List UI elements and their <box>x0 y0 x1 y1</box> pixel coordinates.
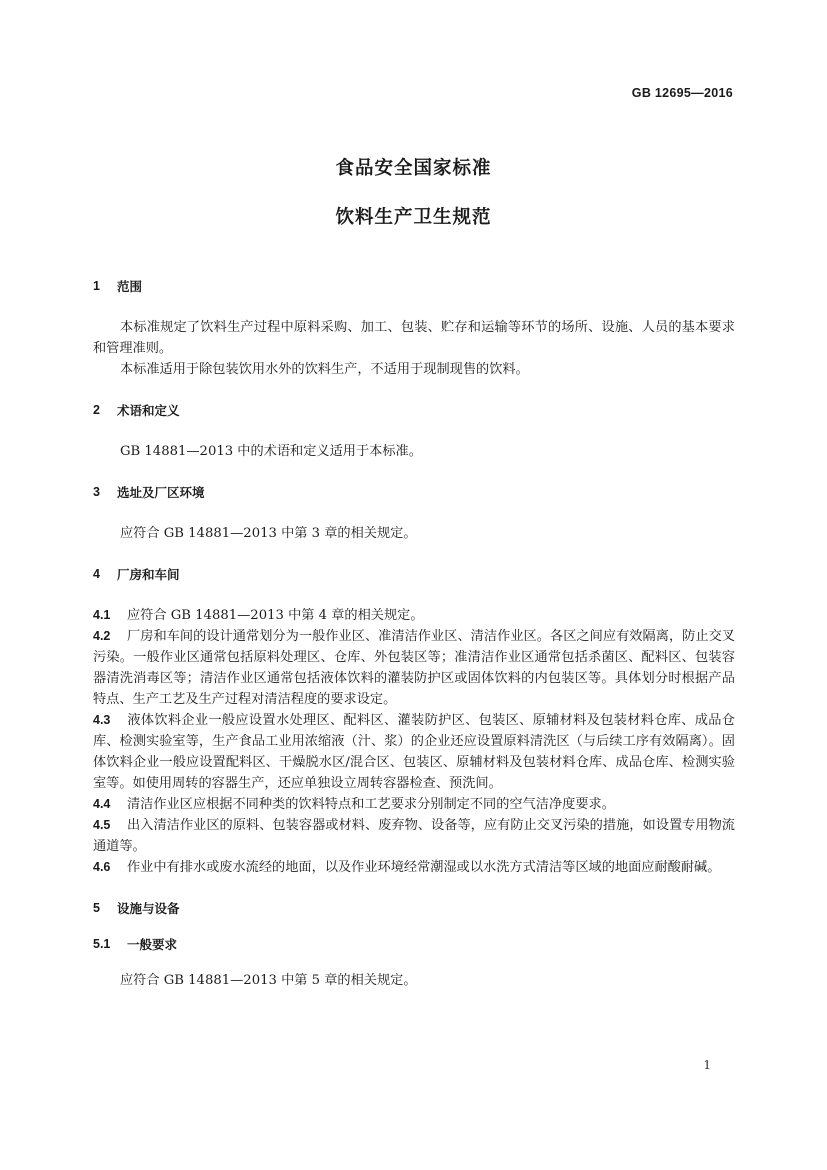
clause-text: 液体饮料企业一般应设置水处理区、配料区、灌装防护区、包装区、原辅材料及包装材料仓库、成品仓库、检测实验室等，生产食品工业用浓缩液（汁、浆）的企业还应设置原料清洗区（与后续工序有效隔离）。固体饮料企业一般应设置配料区、干燥脱水区/混合区、包装区、原辅材料及包装材料仓库、成品仓库、检测实验室等。如使用周转的容器生产，还应单独设立周转容器检查、预洗间。 <box>93 713 735 791</box>
section-heading-2 <box>93 400 735 421</box>
section-title: 选址及厂区环境 <box>117 485 205 500</box>
paragraph: 应符合 GB 14881—2013 中第 5 章的相关规定。 <box>120 973 417 988</box>
clause-4-2 <box>93 626 735 710</box>
clause-number: 4.2 <box>93 629 111 643</box>
clause-text: 厂房和车间的设计通常划分为一般作业区、准清洁作业区、清洁作业区。各区之间应有效隔离，防止交叉污染。一般作业区通常包括原料处理区、仓库、外包装区等；准清洁作业区通常包括杀菌区、配料区、包装容器清洗消毒区等；清洁作业区通常包括液体饮料的灌装防护区或固体饮料的内包装区等。具体划分时根据产品特点、生产工艺及生产过程对清洁程度的要求设定。 <box>93 629 735 707</box>
page-number: 1 <box>703 1058 711 1072</box>
clause-text: 出入清洁作业区的原料、包装容器或材料、废弃物、设备等，应有防止交叉污染的措施，如设置专用物流通道等。 <box>93 818 735 854</box>
clause-number: 4.4 <box>93 797 111 811</box>
paragraph: 本标准规定了饮料生产过程中原料采购、加工、包装、贮存和运输等环节的场所、设施、人员的基本要求和管理准则。 <box>93 320 735 356</box>
clause-text: 应符合 GB 14881—2013 中第 4 章的相关规定。 <box>127 608 424 623</box>
clause-number: 4.5 <box>93 818 111 832</box>
clause-4-4 <box>93 794 735 815</box>
section-number: 4 <box>93 567 100 581</box>
paragraph: 应符合 GB 14881—2013 中第 3 章的相关规定。 <box>120 526 417 541</box>
clause-4-6 <box>93 857 735 878</box>
section-heading-3 <box>93 482 735 503</box>
document-title: 食品安全国家标准 <box>335 158 492 179</box>
clause-4-3 <box>93 710 735 794</box>
subsection-heading-5-1 <box>93 934 735 955</box>
clause-4-1 <box>93 605 735 626</box>
clause-text: 作业中有排水或废水流经的地面，以及作业环境经常潮湿或以水洗方式清洁等区域的地面应耐酸耐碱。 <box>127 860 721 875</box>
standard-number: GB 12695—2016 <box>631 86 733 100</box>
clause-number: 4.6 <box>93 860 111 874</box>
document-body <box>93 276 735 991</box>
paragraph: GB 14881—2013 中的术语和定义适用于本标准。 <box>120 444 422 459</box>
subsection-number: 5.1 <box>93 937 111 951</box>
section-title: 厂房和车间 <box>117 567 180 582</box>
section-number: 3 <box>93 485 100 499</box>
section-number: 2 <box>93 403 100 417</box>
document-subtitle: 饮料生产卫生规范 <box>335 207 492 228</box>
section-heading-5 <box>93 898 735 919</box>
paragraph: 本标准适用于除包装饮用水外的饮料生产，不适用于现制现售的饮料。 <box>120 362 529 377</box>
clause-number: 4.3 <box>93 713 111 727</box>
section-title: 术语和定义 <box>117 403 180 418</box>
clause-number: 4.1 <box>93 608 111 622</box>
section-number: 1 <box>93 279 100 293</box>
subsection-title: 一般要求 <box>127 937 178 952</box>
section-title: 范围 <box>117 279 143 294</box>
section-number: 5 <box>93 901 100 915</box>
section-title: 设施与设备 <box>117 901 180 916</box>
clause-4-5 <box>93 815 735 857</box>
clause-text: 清洁作业区应根据不同种类的饮料特点和工艺要求分别制定不同的空气洁净度要求。 <box>127 797 615 812</box>
section-heading-4 <box>93 564 735 585</box>
section-heading-1 <box>93 276 735 297</box>
